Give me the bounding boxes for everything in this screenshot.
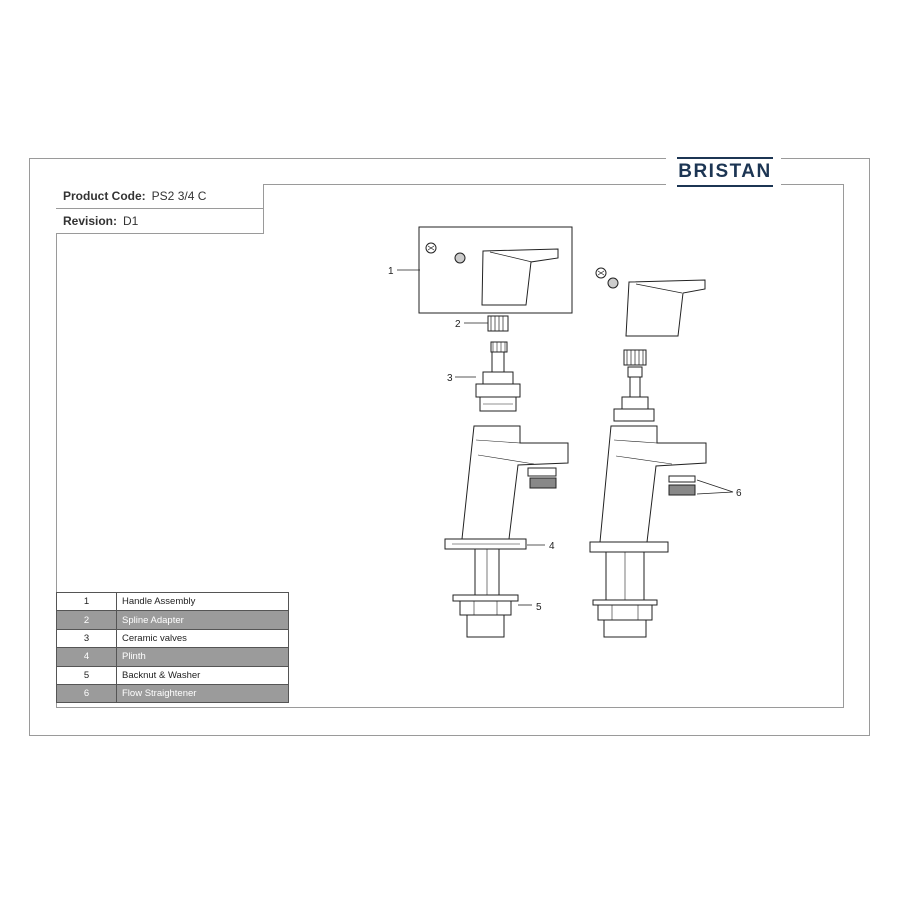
product-code-value: PS2 3/4 C	[151, 189, 207, 203]
legend-row	[57, 611, 289, 629]
bristan-logo: BRISTAN	[677, 157, 773, 187]
right-tap	[590, 268, 706, 637]
parts-legend	[56, 592, 289, 703]
plinth	[590, 542, 668, 552]
callout-5: 5	[536, 602, 542, 613]
revision-label: Revision:	[63, 214, 118, 228]
cap-icon	[455, 253, 465, 263]
part-name: Ceramic valves	[117, 629, 289, 647]
part-number: 1	[57, 593, 117, 611]
legend-row	[57, 648, 289, 666]
part-number: 3	[57, 629, 117, 647]
part-number: 6	[57, 684, 117, 702]
lever-handle	[482, 249, 558, 305]
callout-1: 1	[388, 266, 394, 277]
lever-handle	[626, 280, 705, 336]
part-name: Handle Assembly	[117, 593, 289, 611]
handle-assembly-box	[419, 227, 572, 313]
callout-6: 6	[736, 488, 742, 499]
legend-row	[57, 666, 289, 684]
left-tap	[426, 243, 568, 637]
part-number: 5	[57, 666, 117, 684]
callout-4: 4	[549, 541, 555, 552]
legend-row	[57, 593, 289, 611]
part-name: Spline Adapter	[117, 611, 289, 629]
callout-3: 3	[447, 373, 453, 384]
part-number: 2	[57, 611, 117, 629]
callout-2: 2	[455, 319, 461, 330]
cap-icon	[608, 278, 618, 288]
part-number: 4	[57, 648, 117, 666]
legend-row	[57, 684, 289, 702]
tap-body	[600, 426, 706, 542]
part-name: Flow Straightener	[117, 684, 289, 702]
product-code-label: Product Code:	[63, 189, 146, 203]
legend-row	[57, 629, 289, 647]
revision-value: D1	[123, 214, 139, 228]
part-name: Backnut & Washer	[117, 666, 289, 684]
part-name: Plinth	[117, 648, 289, 666]
